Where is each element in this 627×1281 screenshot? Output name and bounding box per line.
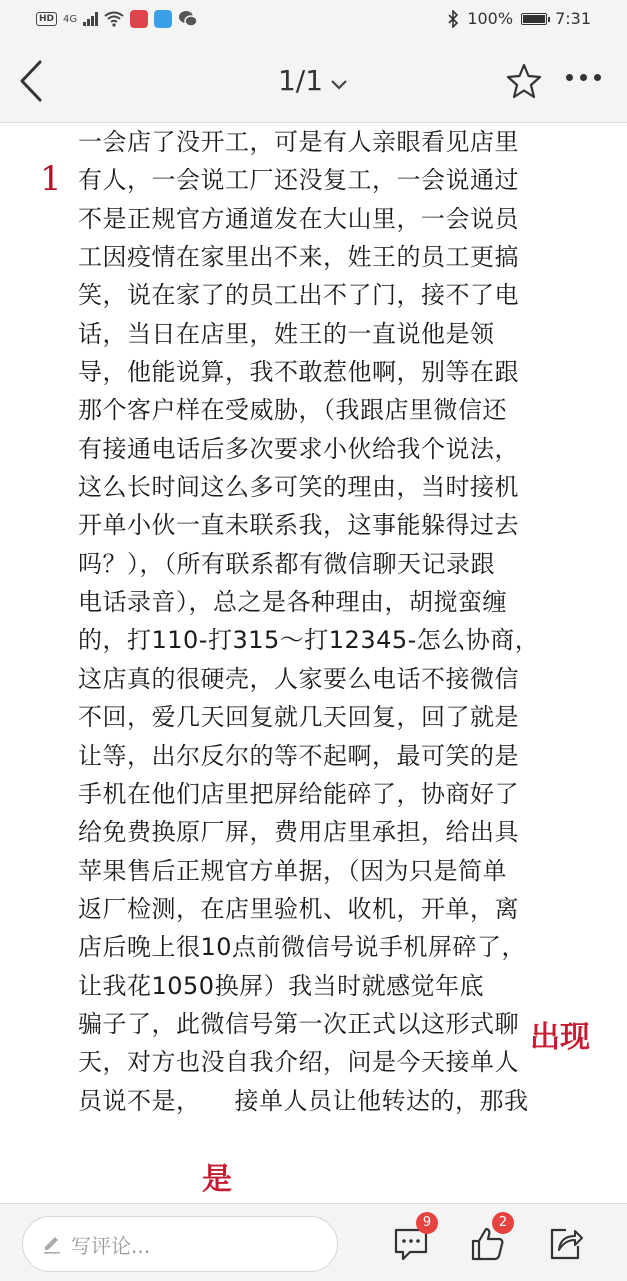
text-line: 开单小伙一直未联系我，这事能躲得过去 (78, 511, 519, 540)
text-line: 天，对方也没自我介绍，问是今天接单人 (78, 1048, 519, 1077)
article-content[interactable] (0, 123, 627, 1203)
comments-button[interactable] (392, 1215, 432, 1264)
status-left (36, 10, 198, 28)
article-text (78, 123, 578, 1120)
text-line: 手机在他们店里把屏给能碎了，协商好了 (78, 779, 519, 808)
battery-icon (521, 13, 547, 25)
text-line: 有接通电话后多次要求小伙给我个说法， (78, 434, 519, 463)
comment-input[interactable] (22, 1216, 338, 1272)
wechat-icon (178, 10, 198, 28)
text-line: 不回，爱几天回复就几天回复，回了就是 (78, 703, 519, 732)
more-button[interactable] (566, 74, 601, 81)
text-line: 电话录音），总之是各种理由，胡搅蛮缠 (78, 588, 507, 617)
text-line: 导，他能说算，我不敢惹他啊，别等在跟 (78, 358, 519, 387)
bottom-action-bar (0, 1203, 627, 1281)
chevron-down-icon (329, 66, 349, 99)
hd-badge: HD (36, 12, 57, 26)
text-line: 返厂检测，在店里验机、收机，开单，离 (78, 894, 519, 923)
text-line: 骗子了，此微信号第一次正式以这形式聊 (78, 1009, 519, 1038)
page-indicator-label: 1/1 (277, 64, 324, 97)
text-line: 工因疫情在家里出不来，姓王的员工更搞 (78, 243, 519, 272)
text-line: 吗？），（所有联系都有微信聊天记录跟 (78, 549, 495, 578)
status-bar (0, 0, 627, 40)
text-line-end: 接单人员让他转达的，那我 (234, 1086, 529, 1115)
text-line: 这么长时间这么多可笑的理由，当时接机 (78, 473, 519, 502)
signal-icon (83, 12, 98, 26)
pencil-icon (41, 1233, 63, 1255)
share-button[interactable] (546, 1224, 586, 1264)
more-icon (566, 74, 573, 81)
text-line: 不是正规官方通道发在大山里，一会说员 (78, 204, 519, 233)
like-count-badge: 2 (492, 1212, 514, 1234)
annotation-shi: 是 (202, 1162, 232, 1197)
clock: 7:31 (555, 9, 591, 28)
annotation-chuxian: 出现 (530, 1020, 590, 1055)
huawei-app-icon (130, 10, 148, 28)
text-line: 让等，出尔反尔的等不起啊，最可笑的是 (78, 741, 519, 770)
margin-marker: 1 (40, 159, 62, 199)
text-line: 有人，一会说工厂还没复工，一会说通过 (78, 166, 519, 195)
status-right (447, 9, 591, 28)
text-line: 给免费换原厂屏，费用店里承担，给出具 (78, 818, 519, 847)
text-line: 让我花1050换屏）我当时就感觉年底 (78, 971, 485, 1000)
star-icon (505, 62, 543, 100)
network-type: 4G (63, 13, 78, 25)
text-line: 笑，说在家了的员工出不了门，接不了电 (78, 281, 519, 310)
text-line: 的，打110-打315～打12345-怎么协商， (78, 626, 540, 655)
share-icon (546, 1224, 586, 1264)
text-line-start: 员说不是， (78, 1086, 201, 1115)
bluetooth-icon (447, 10, 459, 28)
text-line: 这店真的很硬壳，人家要么电话不接微信 (78, 664, 519, 693)
comment-count-badge: 9 (416, 1212, 438, 1234)
top-nav-bar (0, 40, 627, 123)
like-button[interactable] (468, 1215, 508, 1264)
favorite-button[interactable] (505, 62, 543, 100)
text-line (78, 1082, 578, 1120)
text-line: 苹果售后正规官方单据，（因为只是简单 (78, 856, 507, 885)
battery-percent: 100% (467, 9, 514, 28)
text-line: 话，当日在店里，姓王的一直说他是领 (78, 319, 495, 348)
app-notification-icon (154, 10, 172, 28)
comment-placeholder: 写评论... (71, 1233, 151, 1258)
text-line: 一会店了没开工，可是有人亲眼看见店里 (78, 128, 519, 156)
wifi-icon (104, 11, 124, 27)
text-line: 那个客户样在受威胁，（我跟店里微信还 (78, 396, 507, 425)
text-line: 店后晚上很10点前微信号说手机屏碎了， (78, 933, 527, 962)
